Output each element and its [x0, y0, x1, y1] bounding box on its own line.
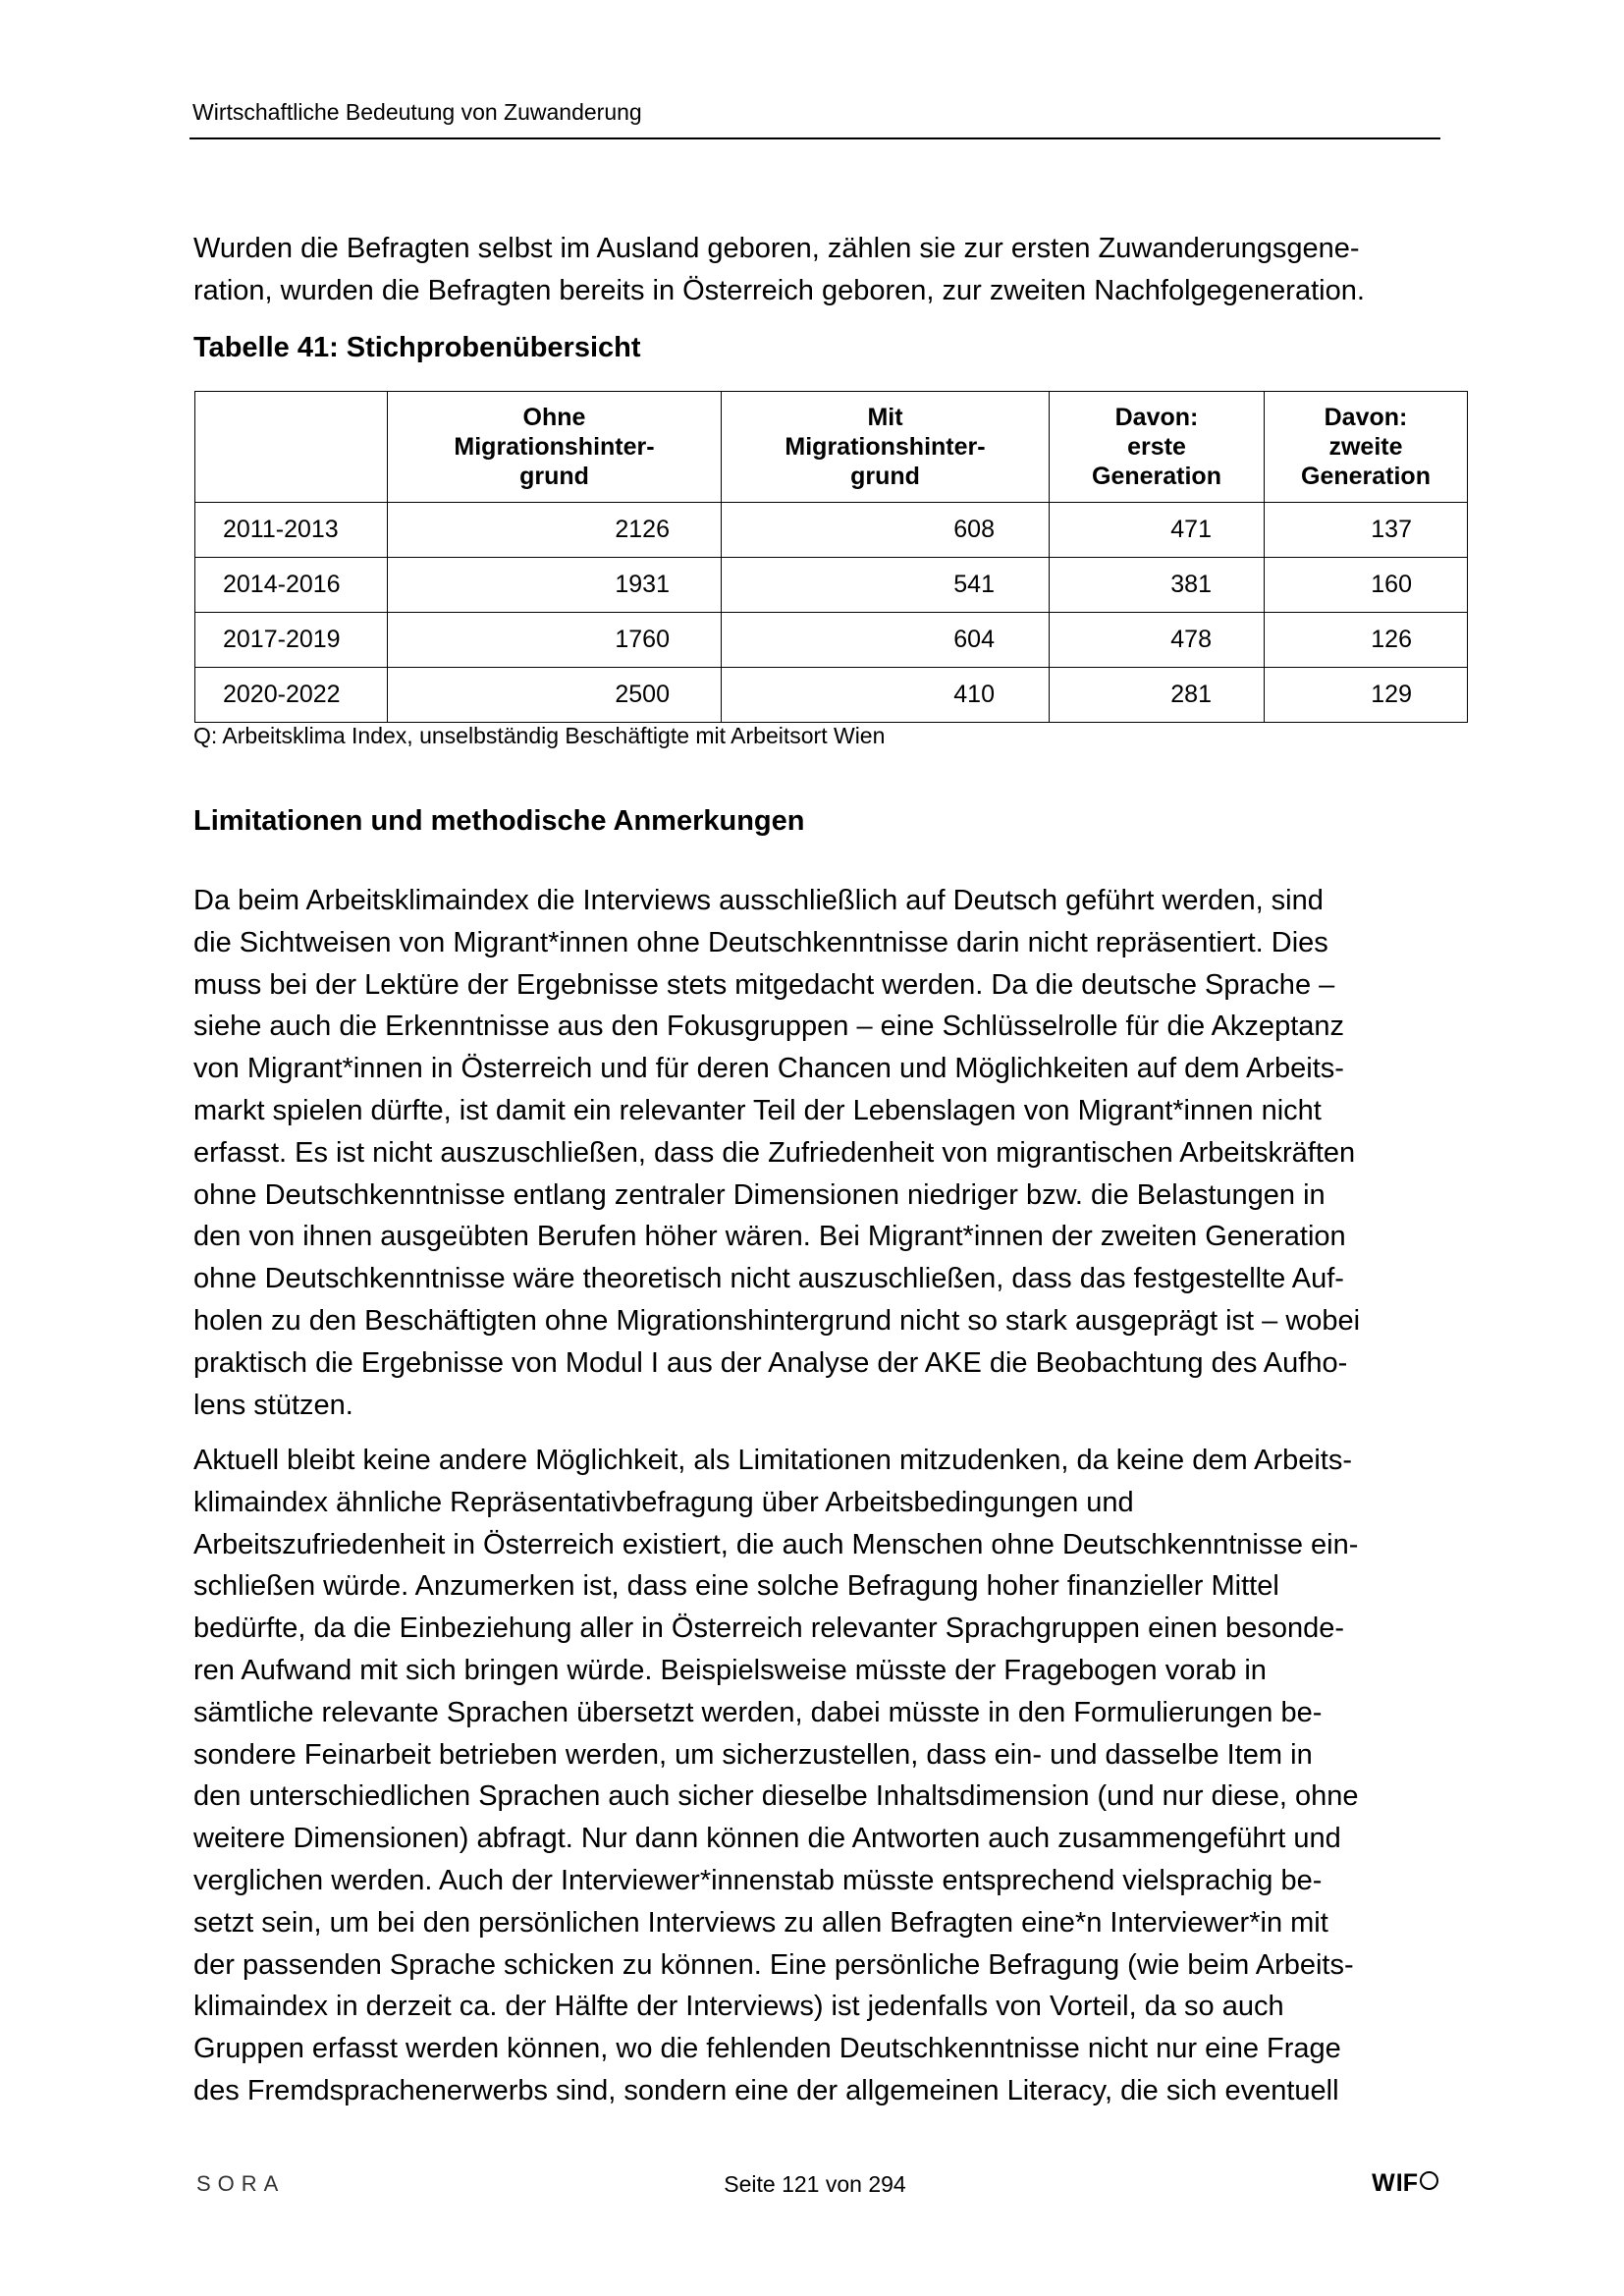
- text-line: holen zu den Beschäftigten ohne Migrationshintergrund nicht so stark ausgeprägt ist – wobei: [193, 1304, 1361, 1337]
- page-footer: [189, 2168, 1440, 2204]
- mit-cell: 604: [722, 613, 1050, 668]
- wifo-logo: WIF: [1372, 2168, 1438, 2198]
- erste-cell: 478: [1050, 613, 1265, 668]
- text-line: bedürfte, da die Einbeziehung aller in Österreich relevanter Sprachgruppen einen besonde-: [193, 1613, 1345, 1645]
- sample-overview-table: [194, 391, 1468, 723]
- text-line: praktisch die Ergebnisse von Modul I aus der Analyse der AKE die Beobachtung des Aufho-: [193, 1346, 1348, 1379]
- header-line: Migrationshinter-: [785, 433, 986, 461]
- table-row: [195, 503, 1468, 558]
- header-line: Generation: [1092, 463, 1221, 490]
- text-line: den unterschiedlichen Sprachen auch sicher dieselbe Inhaltsdimension (und nur diese, ohne: [193, 1780, 1359, 1813]
- header-line: Migrationshinter-: [454, 433, 655, 461]
- text-line: Gruppen erfasst werden können, wo die fehlenden Deutschkenntnisse nicht nur eine Frage: [193, 2033, 1341, 2065]
- ohne-cell: 1760: [388, 613, 722, 668]
- text-line: des Fremdsprachenerwerbs sind, sondern eine der allgemeinen Literacy, die sich eventuell: [193, 2074, 1339, 2106]
- erste-cell: 381: [1050, 558, 1265, 613]
- text-line: markt spielen dürfte, ist damit ein relevanter Teil der Lebenslagen von Migrant*innen nicht: [193, 1094, 1322, 1126]
- table-row: [195, 668, 1468, 723]
- period-cell: 2014-2016: [195, 558, 388, 613]
- header-cell-ohne: [388, 392, 722, 503]
- text-line: schließen würde. Anzumerken ist, dass eine solche Befragung hoher finanzieller Mittel: [193, 1570, 1279, 1603]
- erste-cell: 281: [1050, 668, 1265, 723]
- limitations-paragraph-2: [193, 1440, 1438, 2112]
- header-line: Davon:: [1324, 404, 1408, 431]
- ohne-cell: 1931: [388, 558, 722, 613]
- wifo-o-icon: [1420, 2171, 1438, 2190]
- text-line: die Sichtweisen von Migrant*innen ohne Deutschkenntnisse darin nicht repräsentiert. Dies: [193, 926, 1328, 958]
- page-header: [189, 94, 1440, 139]
- header-cell-empty: [195, 392, 388, 503]
- text-line: ration, wurden die Befragten bereits in Österreich geboren, zur zweiten Nachfolgegeneration.: [193, 274, 1365, 306]
- table-row: [195, 613, 1468, 668]
- zweite-cell: 137: [1265, 503, 1468, 558]
- text-line: sämtliche relevante Sprachen übersetzt werden, dabei müsste in den Formulierungen be-: [193, 1696, 1323, 1728]
- text-line: von Migrant*innen in Österreich und für deren Chancen und Möglichkeiten auf dem Arbeits-: [193, 1053, 1344, 1085]
- mit-cell: 541: [722, 558, 1050, 613]
- text-line: setzt sein, um bei den persönlichen Interviews zu allen Befragten eine*n Interviewer*in mit: [193, 1906, 1328, 1939]
- header-cell-mit: [722, 392, 1050, 503]
- text-line: der passenden Sprache schicken zu können. Eine persönliche Befragung (wie beim Arbeits-: [193, 1948, 1354, 1981]
- ohne-cell: 2126: [388, 503, 722, 558]
- ohne-cell: 2500: [388, 668, 722, 723]
- header-line: Davon:: [1114, 404, 1199, 431]
- mit-cell: 608: [722, 503, 1050, 558]
- intro-paragraph: [193, 228, 1438, 312]
- header-line: erste: [1127, 433, 1186, 461]
- period-cell: 2017-2019: [195, 613, 388, 668]
- table-source-note: Q: Arbeitsklima Index, unselbständig Beschäftigte mit Arbeitsort Wien: [193, 723, 886, 748]
- text-line: ren Aufwand mit sich bringen würde. Beispielsweise müsste der Fragebogen vorab in: [193, 1654, 1267, 1686]
- text-line: Arbeitszufriedenheit in Österreich existiert, die auch Menschen ohne Deutschkenntnisse ein-: [193, 1528, 1359, 1560]
- header-line: Mit: [867, 404, 903, 431]
- mit-cell: 410: [722, 668, 1050, 723]
- table-caption: Tabelle 41: Stichprobenübersicht: [193, 332, 641, 363]
- page-number: Seite 121 von 294: [724, 2171, 906, 2197]
- text-line: siehe auch die Erkenntnisse aus den Fokusgruppen – eine Schlüsselrolle für die Akzeptanz: [193, 1011, 1345, 1043]
- text-line: Aktuell bleibt keine andere Möglichkeit, als Limitationen mitzudenken, da keine dem Arbeits-: [193, 1445, 1352, 1476]
- text-line: klimaindex in derzeit ca. der Hälfte der Interviews) ist jedenfalls von Vorteil, da so auch: [193, 1991, 1284, 2023]
- header-line: grund: [519, 463, 589, 490]
- text-line: verglichen werden. Auch der Interviewer*innenstab müsste entsprechend vielsprachig be-: [193, 1864, 1323, 1896]
- header-line: zweite: [1328, 433, 1403, 461]
- header-title: Wirtschaftliche Bedeutung von Zuwanderung: [192, 99, 642, 125]
- header-line: grund: [850, 463, 920, 490]
- period-cell: 2011-2013: [195, 503, 388, 558]
- sora-logo: SORA: [196, 2171, 286, 2196]
- text-line: erfasst. Es ist nicht auszuschließen, dass die Zufriedenheit von migrantischen Arbeitskräften: [193, 1136, 1356, 1169]
- header-line: Ohne: [522, 404, 586, 431]
- zweite-cell: 129: [1265, 668, 1468, 723]
- limitations-paragraph-1: [193, 880, 1438, 1426]
- header-line: Generation: [1301, 463, 1431, 490]
- text-line: klimaindex ähnliche Repräsentativbefragung über Arbeitsbedingungen und: [193, 1486, 1134, 1518]
- text-line: lens stützen.: [193, 1389, 353, 1421]
- zweite-cell: 126: [1265, 613, 1468, 668]
- text-line: muss bei der Lektüre der Ergebnisse stets mitgedacht werden. Da die deutsche Sprache –: [193, 968, 1335, 1001]
- text-line: weitere Dimensionen) abfragt. Nur dann können die Antworten auch zusammengeführt und: [193, 1823, 1341, 1855]
- text-line: Wurden die Befragten selbst im Ausland geboren, zählen sie zur ersten Zuwanderungsgene-: [193, 233, 1360, 264]
- header-cell-zweite: [1265, 392, 1468, 503]
- table-header-row: [195, 392, 1468, 503]
- table-row: [195, 558, 1468, 613]
- section-heading: Limitationen und methodische Anmerkungen: [193, 805, 805, 837]
- text-line: ohne Deutschkenntnisse entlang zentraler Dimensionen niedriger bzw. die Belastungen in: [193, 1178, 1326, 1211]
- header-cell-erste: [1050, 392, 1265, 503]
- text-line: Da beim Arbeitsklimaindex die Interviews ausschließlich auf Deutsch geführt werden, sind: [193, 885, 1324, 916]
- text-line: sondere Feinarbeit betrieben werden, um sicherzustellen, dass ein- und dasselbe Item in: [193, 1738, 1313, 1771]
- text-line: den von ihnen ausgeübten Berufen höher wären. Bei Migrant*innen der zweiten Generation: [193, 1221, 1346, 1253]
- period-cell: 2020-2022: [195, 668, 388, 723]
- zweite-cell: 160: [1265, 558, 1468, 613]
- erste-cell: 471: [1050, 503, 1265, 558]
- text-line: ohne Deutschkenntnisse wäre theoretisch nicht auszuschließen, dass das festgestellte Auf-: [193, 1263, 1344, 1295]
